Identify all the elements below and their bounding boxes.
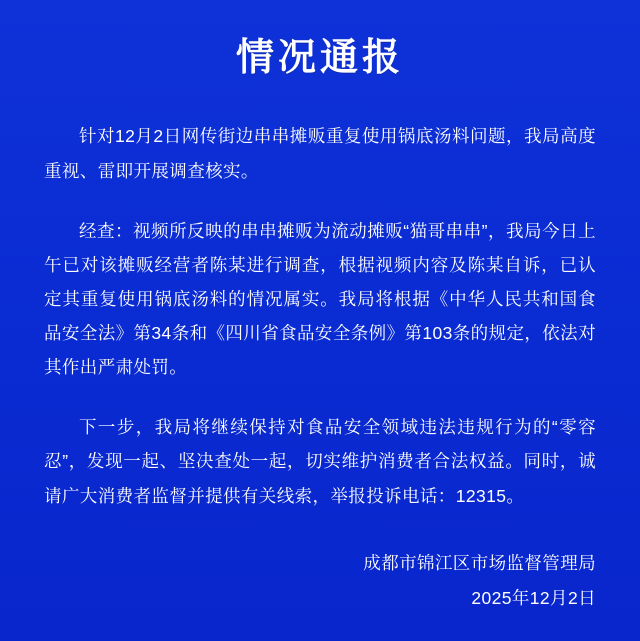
page-title: 情况通报: [235, 37, 404, 79]
paragraph-2: 经查：视频所反映的串串摊贩为流动摊贩“猫哥串串”，我局今日上午已对该摊贩经营者陈某进行调查，根据视频内容及陈某自诉，已认定其重复使用锅底汤料的情况属实。我局将根据《中华人民共和国食品安全法》第34条和《四川省食品安全条例》第103条的规定，依法对其作出严肃处罚。: [44, 220, 596, 378]
notice-body: [44, 119, 596, 512]
paragraph-1: 针对12月2日网传街边串串摊贩重复使用锅底汤料问题，我局高度重视、雷即开展调查核实。: [44, 126, 596, 181]
issuing-organization: 成都市锦江区市场监督管理局: [363, 552, 596, 573]
issue-date: 2025年12月2日: [471, 587, 596, 608]
signature-block: [44, 547, 596, 616]
paragraph-3: 下一步，我局将继续保持对食品安全领域违法违规行为的“零容忍”，发现一起、坚决查处一起，切实维护消费者合法权益。同时，诚请广大消费者监督并提供有关线索，举报投诉电话：12315。: [44, 417, 596, 506]
